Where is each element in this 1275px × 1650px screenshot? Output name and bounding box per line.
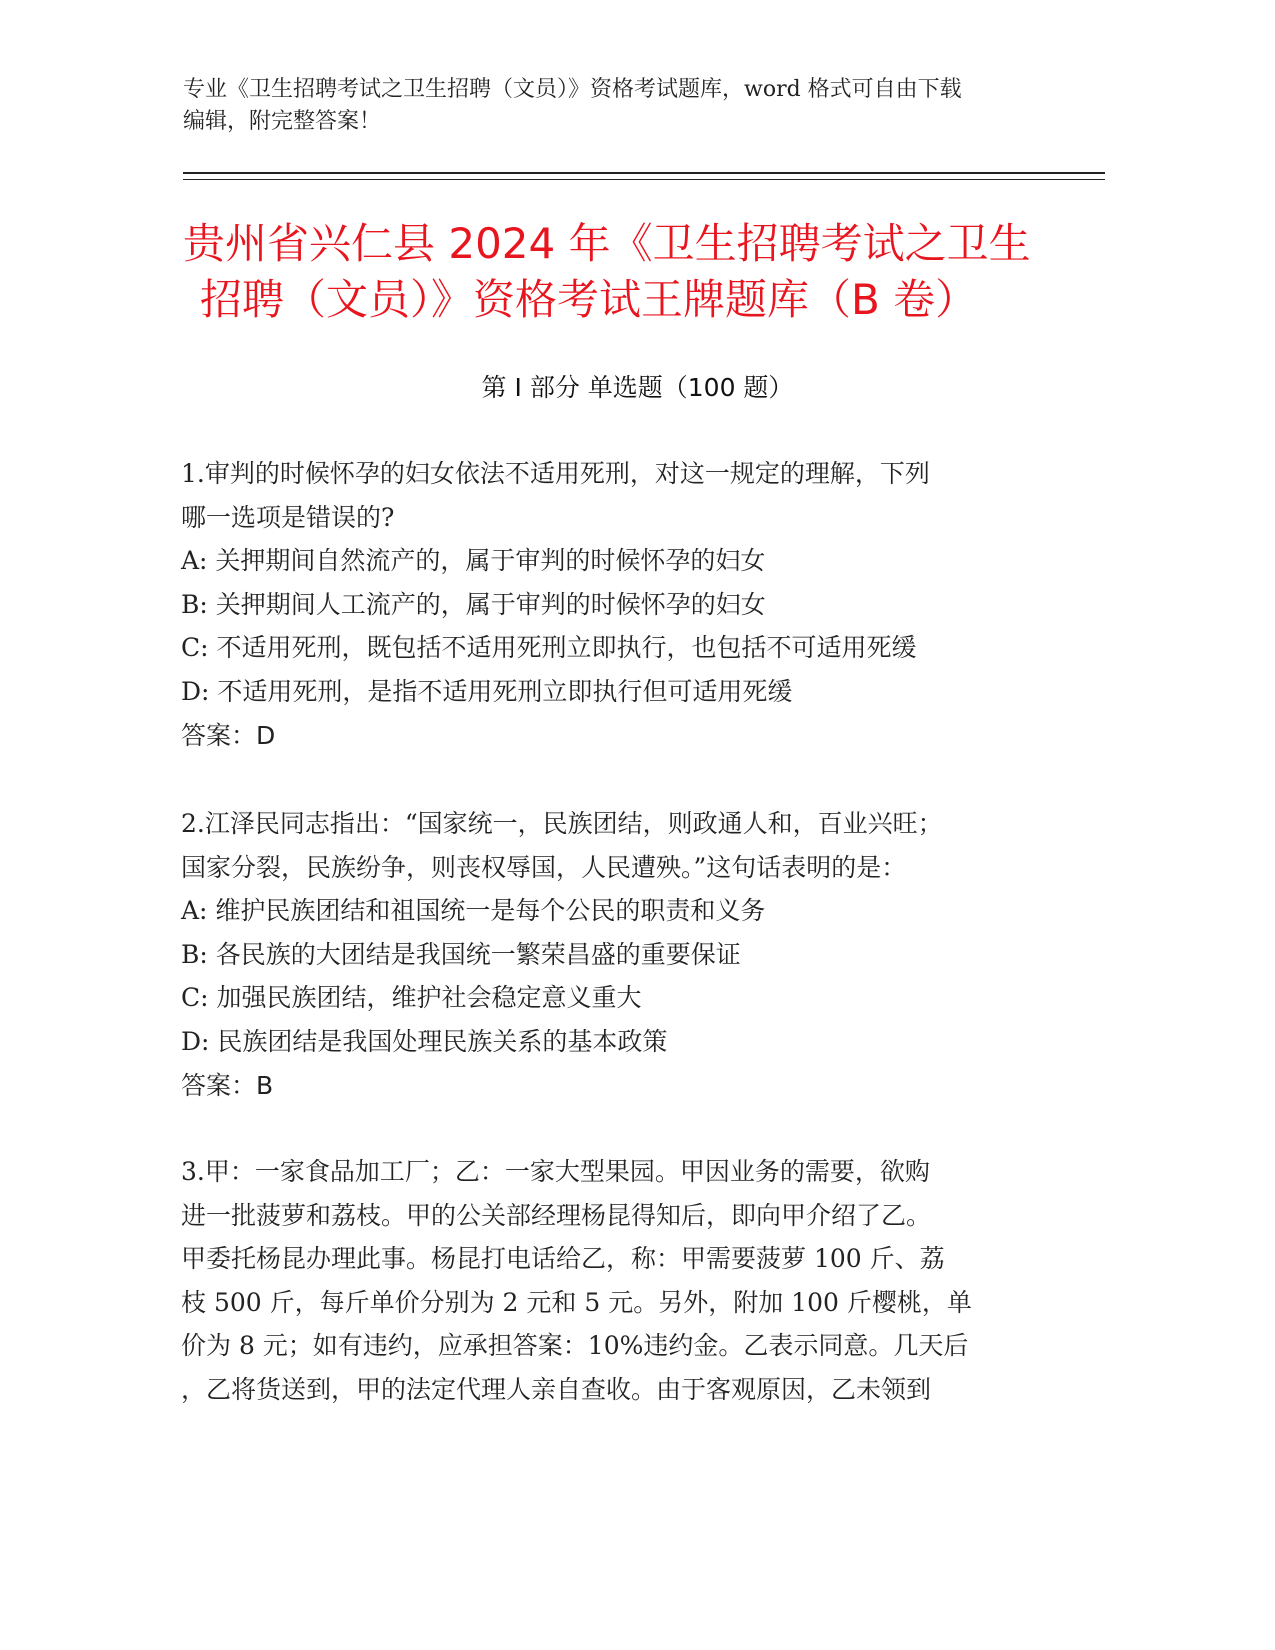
question-2 xyxy=(181,802,1041,1107)
header-note-line-1: 专业《卫生招聘考试之卫生招聘（文员）》资格考试题库，word 格式可自由下载 xyxy=(183,77,962,102)
header-note-line-2: 编辑，附完整答案！ xyxy=(183,109,382,134)
question-stem-line: 哪一选项是错误的? xyxy=(181,502,395,532)
question-stem-line: ，乙将货送到，甲的法定代理人亲自查收。由于客观原因，乙未领到 xyxy=(181,1374,932,1404)
option-c: C: 不适用死刑，既包括不适用死刑立即执行，也包括不可适用死缓 xyxy=(181,633,917,663)
page-title-line-1: 贵州省兴仁县 2024 年《卫生招聘考试之卫生 xyxy=(183,219,1031,268)
answer-label: 答案：B xyxy=(181,1070,274,1100)
question-stem-line: 1.审判的时候怀孕的妇女依法不适用死刑，对这一规定的理解，下列 xyxy=(181,459,930,488)
option-d: D: 不适用死刑，是指不适用死刑立即执行但可适用死缓 xyxy=(181,676,793,706)
option-a: A: 关押期间自然流产的，属于审判的时候怀孕的妇女 xyxy=(181,546,766,576)
option-c: C: 加强民族团结，维护社会稳定意义重大 xyxy=(181,983,642,1013)
option-b: B: 关押期间人工流产的，属于审判的时候怀孕的妇女 xyxy=(181,589,766,619)
question-1 xyxy=(181,452,1041,757)
option-a: A: 维护民族团结和祖国统一是每个公民的职责和义务 xyxy=(181,896,766,926)
page-title-line-2: 招聘（文员）》资格考试王牌题库（B 卷） xyxy=(200,275,978,324)
question-3 xyxy=(181,1150,1041,1412)
header-note xyxy=(183,74,1063,138)
question-stem-line: 枝 500 斤，每斤单价分别为 2 元和 5 元。另外，附加 100 斤樱桃，单 xyxy=(181,1287,972,1317)
header-rule-thick xyxy=(183,172,1105,174)
option-d: D: 民族团结是我国处理民族关系的基本政策 xyxy=(181,1026,668,1056)
header-rule-thin xyxy=(183,179,1105,180)
page-title xyxy=(183,216,1063,328)
answer-label: 答案：D xyxy=(181,720,276,750)
question-stem-line: 价为 8 元；如有违约，应承担答案：10%违约金。乙表示同意。几天后 xyxy=(181,1331,969,1361)
question-stem-line: 进一批菠萝和荔枝。甲的公关部经理杨昆得知后，即向甲介绍了乙。 xyxy=(181,1200,932,1230)
question-stem-line: 国家分裂，民族纷争，则丧权辱国，人民遭殃。”这句话表明的是： xyxy=(181,852,907,882)
question-stem-line: 3.甲：一家食品加工厂；乙：一家大型果园。甲因业务的需要，欲购 xyxy=(181,1157,930,1186)
question-stem-line: 2.江泽民同志指出：“国家统一，民族团结，则政通人和，百业兴旺； xyxy=(181,809,943,838)
question-stem-line: 甲委托杨昆办理此事。杨昆打电话给乙，称：甲需要菠萝 100 斤、荔 xyxy=(181,1244,945,1274)
option-b: B: 各民族的大团结是我国统一繁荣昌盛的重要保证 xyxy=(181,939,741,969)
section-heading: 第 I 部分 单选题（100 题） xyxy=(481,373,794,402)
